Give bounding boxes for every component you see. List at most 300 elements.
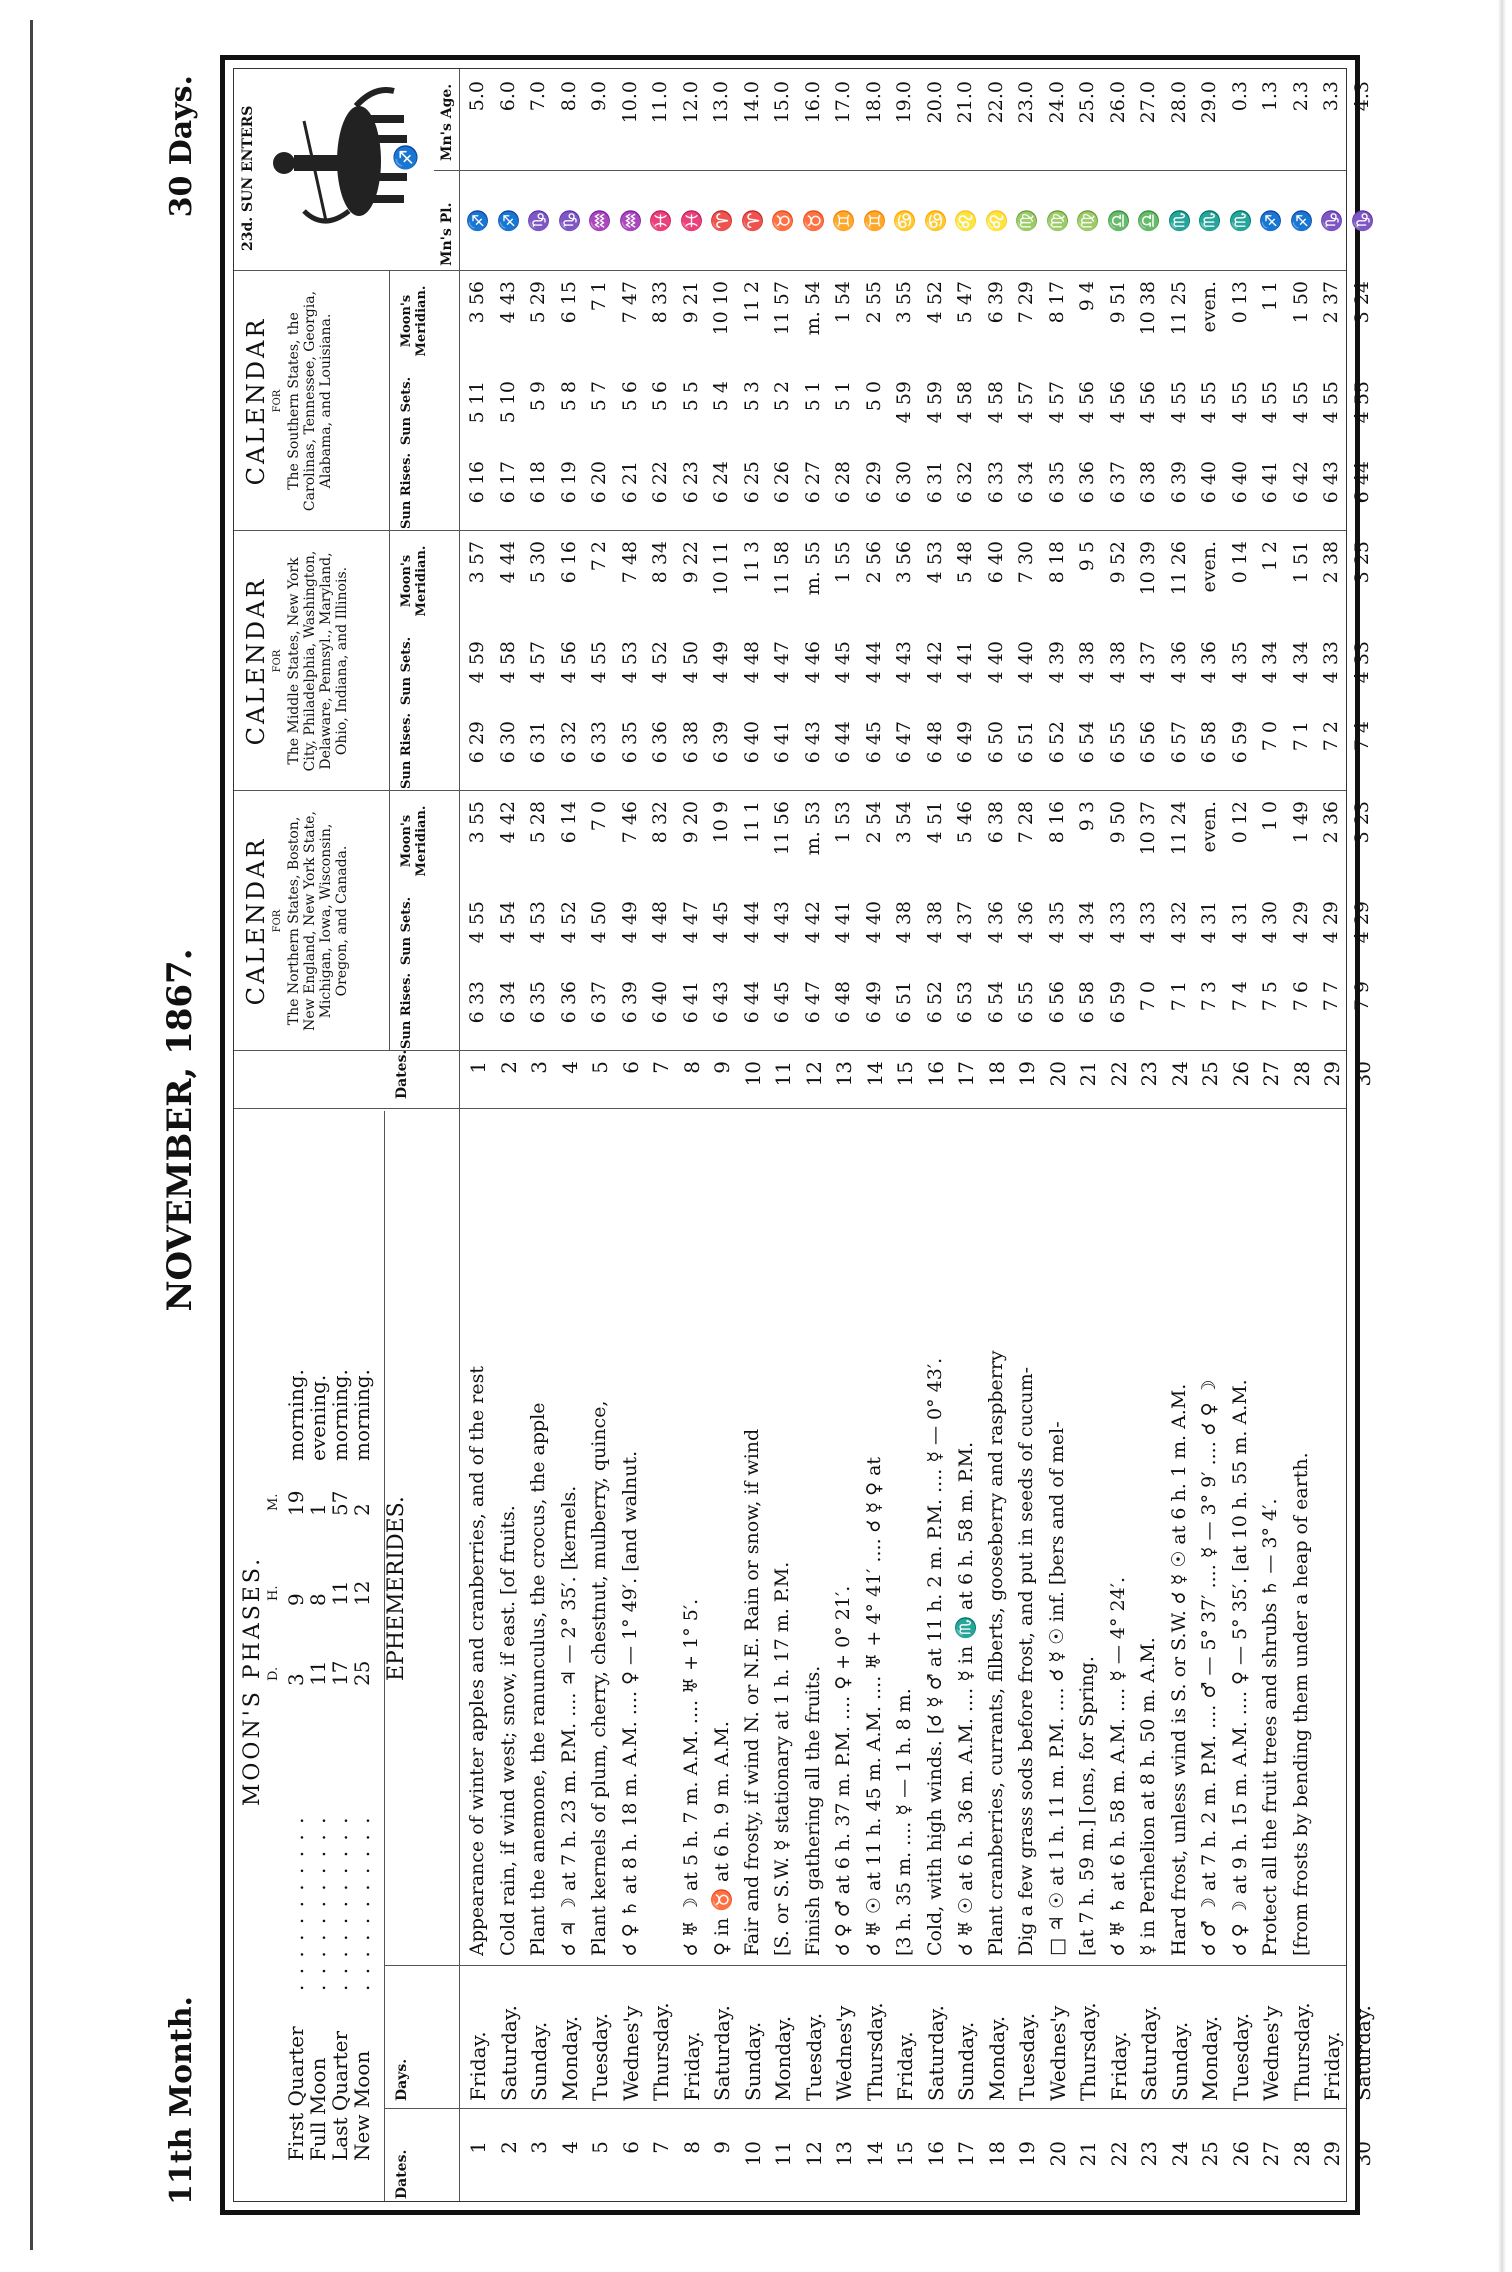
row-date: 29 xyxy=(1320,2141,1344,2167)
row-time-m: 0 14 xyxy=(1228,541,1251,584)
row-time-n: 4 44 xyxy=(740,901,763,944)
row-time-n: 6 52 xyxy=(923,981,946,1024)
row-time-m: 6 32 xyxy=(557,721,580,764)
phase-dots: . . . . . . . . . . . xyxy=(306,1815,330,1991)
row-time-m: 6 43 xyxy=(801,721,824,764)
row-ephemeris: ☿ in Perihelion at 8 h. 50 m. A.M. xyxy=(1137,1637,1159,1956)
phase-name: New Moon xyxy=(350,2050,374,2161)
row-day: Sunday. xyxy=(527,2021,551,2101)
row-time-n: 7 1 xyxy=(1167,981,1190,1012)
row-date: 8 xyxy=(679,2141,704,2154)
row-day: Thursday. xyxy=(862,2002,887,2101)
row-moon-age: 4.3 xyxy=(1350,81,1373,112)
row-time-s: 8 33 xyxy=(649,281,671,324)
row-time-m: 7 4 xyxy=(1350,721,1373,752)
row-time-s: 10 10 xyxy=(710,281,732,336)
row-time-n: 8 16 xyxy=(1045,801,1068,844)
row-moon-place: ♒ xyxy=(619,209,642,233)
row-time-n: 5 46 xyxy=(954,801,976,844)
row-time-n: 5 28 xyxy=(527,801,549,844)
row-time-n: 4 32 xyxy=(1167,901,1190,944)
almanac-page xyxy=(150,45,1375,2215)
calendar-region: The Southern States, the Carolinas, Tennessee, Georgia, Alabama, and Louisiana. xyxy=(286,290,334,512)
phase-minute: 2 xyxy=(350,1503,374,1516)
row-time-m: 6 35 xyxy=(618,721,641,764)
row-time-s: 5 3 xyxy=(740,381,763,412)
phase-minute: 57 xyxy=(328,1490,352,1516)
row-date-2: 3 xyxy=(527,1061,551,1074)
row-time-m: 1 55 xyxy=(832,541,854,584)
row-time-m: 6 33 xyxy=(588,721,610,764)
row-time-n: 4 37 xyxy=(954,901,976,944)
phase-day: 3 xyxy=(284,1673,308,1686)
row-time-s: 2 37 xyxy=(1320,281,1342,324)
row-time-s: 6 41 xyxy=(1259,461,1281,504)
row-time-m: 11 58 xyxy=(771,541,793,596)
calendar-col-head: Moon's Meridian. xyxy=(399,285,429,357)
row-time-n: 3 23 xyxy=(1350,801,1373,844)
row-time-n: 6 49 xyxy=(862,981,885,1024)
row-time-n: 4 41 xyxy=(832,901,854,944)
row-time-n: 4 54 xyxy=(496,901,519,944)
calendar-col-head: Sun Rises. xyxy=(399,713,414,789)
row-moon-place: ♐ xyxy=(467,209,489,233)
row-time-n: m. 53 xyxy=(801,801,824,856)
row-time-m: 9 5 xyxy=(1076,541,1098,572)
row-time-n: 4 48 xyxy=(649,901,671,944)
phase-dots: . . . . . . . . . . . xyxy=(350,1815,374,1991)
sagittarius-illustration-icon xyxy=(264,81,414,241)
row-time-m: 1 2 xyxy=(1259,541,1281,572)
row-date: 18 xyxy=(984,2141,1009,2167)
row-day: Saturday. xyxy=(1137,2005,1161,2101)
row-time-n: 3 55 xyxy=(466,801,488,844)
row-time-n: 4 49 xyxy=(618,901,641,944)
row-day: Saturday. xyxy=(496,2005,521,2101)
row-time-s: 1 1 xyxy=(1259,281,1281,312)
row-ephemeris: Plant cranberries, currants, filberts, gooseberry and raspberry xyxy=(984,1350,1007,1956)
row-date-2: 23 xyxy=(1137,1061,1161,1087)
row-time-m: 7 48 xyxy=(618,541,641,584)
row-day: Thursday. xyxy=(1289,2002,1314,2101)
row-time-m: 6 56 xyxy=(1137,721,1159,764)
row-time-n: 4 38 xyxy=(923,901,946,944)
row-time-m: 4 33 xyxy=(1350,641,1373,684)
row-date-2: 18 xyxy=(984,1061,1009,1087)
row-time-n: 4 29 xyxy=(1320,901,1342,944)
row-time-s: 3 55 xyxy=(893,281,915,324)
row-time-m: 4 34 xyxy=(1259,641,1281,684)
row-time-m: 6 29 xyxy=(466,721,488,764)
row-moon-place: ♌ xyxy=(955,209,977,233)
row-time-m: 6 44 xyxy=(832,721,854,764)
row-date: 2 xyxy=(496,2141,521,2154)
row-time-n: 7 9 xyxy=(1350,981,1373,1012)
row-day: Saturday. xyxy=(923,2005,948,2101)
row-time-n: 4 43 xyxy=(771,901,793,944)
row-time-s: 5 6 xyxy=(618,381,641,412)
col-head-dates-2: Dates. xyxy=(394,1049,410,1099)
row-ephemeris: □ ♃ ☉ at 1 h. 11 m. P.M. .... ☌ ☿ ☉ inf. [bers and of mel- xyxy=(1045,1421,1068,1956)
row-date-2: 24 xyxy=(1167,1061,1192,1087)
phase-hour: 8 xyxy=(306,1593,330,1606)
row-time-s: 5 10 xyxy=(496,381,519,424)
page-header xyxy=(150,45,220,2215)
row-time-s: 0 13 xyxy=(1228,281,1251,324)
row-time-n: 4 33 xyxy=(1137,901,1159,944)
row-time-m: 4 34 xyxy=(1289,641,1312,684)
row-moon-age: 22.0 xyxy=(984,81,1007,124)
row-day: Monday. xyxy=(557,2015,582,2101)
row-time-s: 6 20 xyxy=(588,461,610,504)
row-time-n: 6 35 xyxy=(527,981,549,1024)
row-time-m: 6 38 xyxy=(679,721,702,764)
row-date: 12 xyxy=(801,2141,826,2167)
row-time-s: 4 55 xyxy=(1259,381,1281,424)
row-day: Saturday. xyxy=(710,2005,734,2101)
phase-day: 25 xyxy=(350,1660,374,1686)
row-time-n: 6 45 xyxy=(771,981,793,1024)
row-moon-place: ♑ xyxy=(1351,209,1374,233)
row-time-s: 4 58 xyxy=(954,381,976,424)
row-time-m: 11 3 xyxy=(740,541,763,584)
row-time-m: 4 38 xyxy=(1076,641,1098,684)
row-ephemeris: [from frosts by bending them under a heap of earth. xyxy=(1289,1452,1312,1956)
row-time-n: 6 56 xyxy=(1045,981,1068,1024)
row-time-s: 4 55 xyxy=(1350,381,1373,424)
row-time-m: 3 25 xyxy=(1350,541,1373,584)
row-time-n: 10 37 xyxy=(1137,801,1159,856)
calendar-for: FOR xyxy=(272,909,283,933)
row-day: Monday. xyxy=(984,2015,1009,2101)
row-date: 22 xyxy=(1106,2141,1131,2167)
row-moon-age: 26.0 xyxy=(1106,81,1129,124)
row-time-s: 6 19 xyxy=(557,461,580,504)
row-moon-age: 19.0 xyxy=(893,81,915,124)
row-time-m: 4 43 xyxy=(893,641,915,684)
row-time-n: 6 43 xyxy=(710,981,732,1024)
row-time-n: 7 4 xyxy=(1228,981,1251,1012)
row-time-s: 5 1 xyxy=(832,381,854,412)
row-moon-age: 29.0 xyxy=(1198,81,1220,124)
row-time-m: 10 39 xyxy=(1137,541,1159,596)
row-time-s: 5 29 xyxy=(527,281,549,324)
row-time-n: 6 48 xyxy=(832,981,854,1024)
row-time-s: 10 38 xyxy=(1137,281,1159,336)
row-time-m: 4 46 xyxy=(801,641,824,684)
phase-name: First Quarter xyxy=(284,2026,308,2161)
row-time-s: 6 34 xyxy=(1015,461,1037,504)
row-date: 9 xyxy=(710,2141,734,2154)
row-day: Saturday. xyxy=(1350,2005,1375,2101)
row-moon-place: ♑ xyxy=(558,209,581,233)
row-moon-age: 5.0 xyxy=(466,81,488,112)
row-time-s: 9 4 xyxy=(1076,281,1098,312)
row-time-n: 9 50 xyxy=(1106,801,1129,844)
row-date-2: 15 xyxy=(893,1061,917,1087)
row-time-n: 4 29 xyxy=(1350,901,1373,944)
moon-age-head: Mn's Age. xyxy=(439,83,455,161)
row-date-2: 13 xyxy=(832,1061,856,1087)
row-moon-age: 6.0 xyxy=(496,81,519,112)
row-time-s: 5 9 xyxy=(527,381,549,412)
row-ephemeris: ☌ ♅ ♄ at 6 h. 58 m. A.M. .... ☿ — 4° 24′. xyxy=(1106,1576,1129,1956)
row-time-s: 5 8 xyxy=(557,381,580,412)
row-time-n: 7 0 xyxy=(588,801,610,832)
row-time-m: 3 56 xyxy=(893,541,915,584)
row-time-n: 4 34 xyxy=(1076,901,1098,944)
row-date: 28 xyxy=(1289,2141,1314,2167)
row-time-m: 9 52 xyxy=(1106,541,1129,584)
row-time-m: 4 35 xyxy=(1228,641,1251,684)
col-head-ephemerides: EPHEMERIDES. xyxy=(384,1496,409,1681)
row-time-n: 6 58 xyxy=(1076,981,1098,1024)
row-time-s: 4 59 xyxy=(923,381,946,424)
phase-when: evening. xyxy=(306,1374,330,1461)
row-time-m: 6 40 xyxy=(984,541,1007,584)
row-moon-age: 24.0 xyxy=(1045,81,1068,124)
row-ephemeris: ☌ ♀ ☽ at 9 h. 15 m. A.M. .... ♀ — 5° 35′. [at 10 h. 55 m. A.M. xyxy=(1228,1379,1251,1956)
row-time-n: 6 51 xyxy=(893,981,915,1024)
row-time-n: 4 36 xyxy=(984,901,1007,944)
row-time-s: 4 56 xyxy=(1106,381,1129,424)
row-day: Wednes'y xyxy=(618,2005,643,2101)
row-time-n: 4 42 xyxy=(801,901,824,944)
row-time-n: 7 7 xyxy=(1320,981,1342,1012)
row-date-2: 10 xyxy=(740,1061,765,1087)
row-time-s: 4 55 xyxy=(1228,381,1251,424)
row-day: Sunday. xyxy=(1167,2021,1192,2101)
row-time-m: 4 57 xyxy=(527,641,549,684)
row-time-n: 7 3 xyxy=(1198,981,1220,1012)
row-time-s: 11 57 xyxy=(771,281,793,336)
month-label: 11th Month. xyxy=(164,1995,199,2205)
row-time-m: 6 16 xyxy=(557,541,580,584)
calendar-col-head: Moon's Meridian. xyxy=(399,545,429,617)
calendar-col-head: Moon's Meridian. xyxy=(399,805,429,877)
row-time-s: 3 24 xyxy=(1350,281,1373,324)
row-time-s: 6 24 xyxy=(710,461,732,504)
row-moon-place: ♍ xyxy=(1046,209,1069,233)
row-time-n: 6 40 xyxy=(649,981,671,1024)
row-date-2: 11 xyxy=(771,1061,795,1087)
calendar-col-head: Sun Rises. xyxy=(399,453,414,529)
row-day: Tuesday. xyxy=(801,2012,826,2101)
row-day: Friday. xyxy=(679,2031,704,2101)
row-date: 20 xyxy=(1045,2141,1070,2167)
row-time-s: 6 43 xyxy=(1320,461,1342,504)
row-day: Friday. xyxy=(1106,2031,1131,2101)
row-time-m: 4 45 xyxy=(832,641,854,684)
row-date-2: 8 xyxy=(679,1061,704,1074)
row-time-s: 6 42 xyxy=(1289,461,1312,504)
row-time-n: 1 49 xyxy=(1289,801,1312,844)
page-title: NOVEMBER, 1867. xyxy=(160,948,200,1312)
row-time-m: 6 47 xyxy=(893,721,915,764)
row-time-s: 8 17 xyxy=(1045,281,1068,324)
row-time-n: 9 20 xyxy=(679,801,702,844)
row-ephemeris: ☌ ♀ ♄ at 8 h. 18 m. A.M. .... ♀ — 1° 49′. [and walnut. xyxy=(618,1450,641,1956)
row-time-m: 8 34 xyxy=(649,541,671,584)
row-time-n: 6 36 xyxy=(557,981,580,1024)
row-time-m: 4 59 xyxy=(466,641,488,684)
row-time-n: 11 1 xyxy=(740,801,763,844)
row-date: 27 xyxy=(1259,2141,1283,2167)
row-moon-place: ♊ xyxy=(863,209,886,233)
row-time-n: 10 9 xyxy=(710,801,732,844)
row-time-s: 6 32 xyxy=(954,461,976,504)
row-date: 13 xyxy=(832,2141,856,2167)
row-moon-age: 3.3 xyxy=(1320,81,1342,112)
row-time-m: 7 2 xyxy=(1320,721,1342,752)
row-date: 16 xyxy=(923,2141,948,2167)
phase-col-m: M. xyxy=(266,1493,281,1511)
row-time-m: 6 51 xyxy=(1015,721,1037,764)
row-moon-age: 11.0 xyxy=(649,81,671,124)
row-moon-age: 7.0 xyxy=(527,81,549,112)
calendar-table xyxy=(220,55,1375,2215)
row-time-n: 7 0 xyxy=(1137,981,1159,1012)
row-time-n: 6 39 xyxy=(618,981,641,1024)
row-time-n: 4 38 xyxy=(893,901,915,944)
row-time-m: 4 36 xyxy=(1198,641,1220,684)
row-time-m: 6 49 xyxy=(954,721,976,764)
row-time-s: 6 25 xyxy=(740,461,763,504)
row-moon-place: ♐ xyxy=(1290,209,1313,233)
row-time-n: 4 45 xyxy=(710,901,732,944)
row-time-s: 6 35 xyxy=(1045,461,1068,504)
row-time-s: 6 38 xyxy=(1137,461,1159,504)
row-time-s: 9 51 xyxy=(1106,281,1129,324)
row-time-m: 4 42 xyxy=(923,641,946,684)
row-time-n: 6 55 xyxy=(1015,981,1037,1024)
row-ephemeris: Plant the anemone, the ranunculus, the crocus, the apple xyxy=(527,1402,549,1956)
row-time-m: 4 55 xyxy=(588,641,610,684)
row-date: 24 xyxy=(1167,2141,1192,2167)
row-time-n: 4 31 xyxy=(1198,901,1220,944)
row-time-m: 6 59 xyxy=(1228,721,1251,764)
row-day: Friday. xyxy=(893,2031,917,2101)
row-moon-place: ♏ xyxy=(1199,209,1221,233)
phase-col-h: H. xyxy=(266,1585,281,1601)
row-date: 21 xyxy=(1076,2141,1100,2167)
row-ephemeris: Appearance of winter apples and cranberries, and of the rest xyxy=(466,1366,488,1956)
row-ephemeris: Cold rain, if wind west; snow, if east. [of fruits. xyxy=(496,1505,519,1956)
row-time-m: 6 52 xyxy=(1045,721,1068,764)
row-moon-place: ♋ xyxy=(894,209,916,233)
row-time-s: 5 1 xyxy=(801,381,824,412)
row-ephemeris: ☌ ♅ ☽ at 5 h. 7 m. A.M. .... ♅ + 1° 5′. xyxy=(679,1598,702,1956)
row-time-m: 1 51 xyxy=(1289,541,1312,584)
row-date: 6 xyxy=(618,2141,643,2154)
calendar-region: The Northern States, Boston, New England, New York State, Michigan, Iowa, Wisconsin, Oregon, and Canada. xyxy=(286,811,350,1031)
row-day: Friday. xyxy=(466,2031,490,2101)
row-date: 1 xyxy=(466,2141,490,2154)
phase-dots: . . . . . . . . . . . xyxy=(284,1815,308,1991)
row-time-s: 1 54 xyxy=(832,281,854,324)
row-time-s: 11 2 xyxy=(740,281,763,324)
row-time-m: 4 37 xyxy=(1137,641,1159,684)
row-time-m: 4 53 xyxy=(923,541,946,584)
row-time-s: 7 1 xyxy=(588,281,610,312)
row-time-n: 6 38 xyxy=(984,801,1007,844)
row-time-s: 4 56 xyxy=(1076,381,1098,424)
row-date: 19 xyxy=(1015,2141,1039,2167)
row-time-s: 5 0 xyxy=(862,381,885,412)
row-moon-place: ♋ xyxy=(924,209,947,233)
row-time-s: 6 22 xyxy=(649,461,671,504)
row-time-s: 2 55 xyxy=(862,281,885,324)
row-moon-age: 20.0 xyxy=(923,81,946,124)
row-moon-age: 25.0 xyxy=(1076,81,1098,124)
row-date: 11 xyxy=(771,2141,795,2167)
row-moon-place: ♏ xyxy=(1229,209,1252,233)
zodiac-sign: ♐ xyxy=(394,143,419,171)
row-time-m: 4 44 xyxy=(496,541,519,584)
calendar-title: CALENDAR xyxy=(242,316,270,486)
table-inner xyxy=(233,68,1375,2202)
row-time-n: 6 59 xyxy=(1106,981,1129,1024)
row-date-2: 6 xyxy=(618,1061,643,1074)
row-day: Monday. xyxy=(1198,2015,1222,2101)
row-time-s: 6 29 xyxy=(862,461,885,504)
row-ephemeris: ☌ ♅ ☉ at 6 h. 36 m. A.M. .... ☿ in ♏ at 6 h. 58 m. P.M. xyxy=(955,1441,977,1956)
calendar-col-head: Sun Sets. xyxy=(399,376,414,446)
row-time-n: 4 40 xyxy=(862,901,885,944)
row-ephemeris: ☌ ♂ ☽ at 7 h. 2 m. P.M. .... ♂ — 5° 37′ .... ☿ — 3° 9′ .... ☌ ♀ ☽ xyxy=(1198,1379,1220,1956)
phase-when: morning. xyxy=(350,1369,374,1461)
row-date: 10 xyxy=(740,2141,765,2167)
row-time-m: 4 53 xyxy=(618,641,641,684)
row-date: 4 xyxy=(557,2141,582,2154)
row-time-s: 6 40 xyxy=(1198,461,1220,504)
row-moon-place: ♉ xyxy=(772,209,794,233)
calendar-region: The Middle States, New York City, Philadelphia, Washington, Delaware, Pennsyl., Maryland, Ohio, Indiana, and Illinois. xyxy=(286,550,350,772)
row-moon-age: 23.0 xyxy=(1015,81,1037,124)
row-time-m: 6 45 xyxy=(862,721,885,764)
row-time-s: 4 57 xyxy=(1045,381,1068,424)
row-time-s: 6 21 xyxy=(618,461,641,504)
row-moon-place: ♒ xyxy=(589,209,611,233)
row-day: Sunday. xyxy=(740,2021,765,2101)
row-time-s: 6 30 xyxy=(893,461,915,504)
row-day: Friday. xyxy=(1320,2031,1344,2101)
row-date-2: 21 xyxy=(1076,1061,1100,1087)
row-time-s: 7 29 xyxy=(1015,281,1037,324)
row-date-2: 16 xyxy=(923,1061,948,1087)
row-time-s: m. 54 xyxy=(801,281,824,336)
calendar-title: CALENDAR xyxy=(242,576,270,746)
calendar-for: FOR xyxy=(272,649,283,673)
row-time-n: 6 37 xyxy=(588,981,610,1024)
row-time-n: 11 24 xyxy=(1167,801,1190,856)
row-time-s: 4 56 xyxy=(1137,381,1159,424)
row-time-n: 6 53 xyxy=(954,981,976,1024)
row-time-n: 6 54 xyxy=(984,981,1007,1024)
row-time-m: 10 11 xyxy=(710,541,732,596)
phase-col-d: D. xyxy=(266,1666,281,1681)
row-ephemeris: ☌ ♀ ♂ at 6 h. 37 m. P.M. .... ♀ + 0° 21′. xyxy=(832,1585,854,1956)
row-time-m: 3 57 xyxy=(466,541,488,584)
row-time-s: 3 56 xyxy=(466,281,488,324)
row-moon-place: ♓ xyxy=(680,209,703,233)
row-time-n: 6 14 xyxy=(557,801,580,844)
row-date-2: 25 xyxy=(1198,1061,1222,1087)
row-ephemeris: Fair and frosty, if wind N. or N.E. Rain or snow, if wind xyxy=(740,1428,763,1956)
row-time-n: 4 47 xyxy=(679,901,702,944)
row-time-m: 6 36 xyxy=(649,721,671,764)
row-time-m: 5 30 xyxy=(527,541,549,584)
